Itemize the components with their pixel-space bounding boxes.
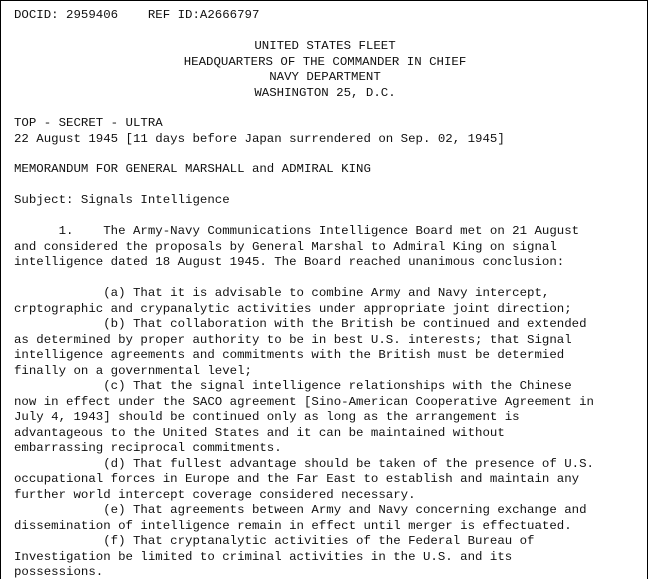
body-line: as determined by proper authority to be in best U.S. interests; that Signal — [14, 332, 572, 347]
letterhead-line-4: WASHINGTON 25, D.C. — [254, 85, 396, 100]
body-line: and considered the proposals by General Marshal to Admiral King on signal — [14, 239, 557, 254]
body-line: (d) That fullest advantage should be taken of the presence of U.S. — [14, 456, 594, 471]
body-line: advantageous to the United States and it can be maintained without — [14, 425, 505, 440]
body-line: (c) That the signal intelligence relationships with the Chinese — [14, 379, 572, 393]
letterhead-line-3: NAVY DEPARTMENT — [269, 70, 381, 84]
body-line: (f) That cryptanalytic activities of the Federal Bureau of — [14, 534, 535, 548]
letterhead-line-2: HEADQUARTERS OF THE COMMANDER IN CHIEF — [183, 54, 467, 69]
docid-header — [14, 8, 259, 24]
body-line: possessions. — [14, 565, 104, 579]
body-line: dissemination of intelligence remain in effect until merger is effectuated. — [14, 518, 572, 533]
body-line: intelligence dated 18 August 1945. The Board reached unanimous conclusion: — [14, 255, 565, 269]
body-line: now in effect under the SACO agreement [Sino-American Cooperative Agreement in — [14, 394, 594, 409]
classification: TOP - SECRET - ULTRA — [14, 116, 163, 130]
body-line: occupational forces in Europe and the Far East to establish and maintain any — [14, 472, 580, 486]
body-line: crptographic and crypanalytic activities under appropriate joint direction; — [14, 301, 572, 316]
addressee: MEMORANDUM FOR GENERAL MARSHALL and ADMIRAL KING — [14, 162, 371, 176]
body-line: further world intercept coverage considered necessary. — [14, 487, 416, 502]
body-line: (a) That it is advisable to combine Army and Navy intercept, — [14, 286, 550, 300]
body-line: (e) That agreements between Army and Navy concerning exchange and — [14, 503, 587, 517]
date-line: 22 August 1945 [11 days before Japan surrendered on Sep. 02, 1945] — [14, 131, 505, 146]
body-line: Investigation be limited to criminal activities in the U.S. and its — [14, 549, 513, 564]
body-line: (b) That collaboration with the British be continued and extended — [14, 317, 587, 331]
body-line: embarrassing reciprocal commitments. — [14, 441, 282, 455]
body-line: 1. The Army-Navy Communications Intelligence Board met on 21 August — [14, 224, 580, 238]
subject-line: Subject: Signals Intelligence — [14, 193, 230, 207]
body-line: finally on a governmental level; — [14, 363, 252, 378]
docid: DOCID: 2959406 — [14, 8, 119, 22]
letterhead-line-1: UNITED STATES FLEET — [254, 39, 396, 53]
body-line: July 4, 1943] should be continued only as long as the arrangement is — [14, 410, 520, 424]
ref-id: REF ID:A2666797 — [147, 8, 260, 22]
body-line: intelligence agreements and commitments with the British must be determied — [14, 348, 565, 362]
